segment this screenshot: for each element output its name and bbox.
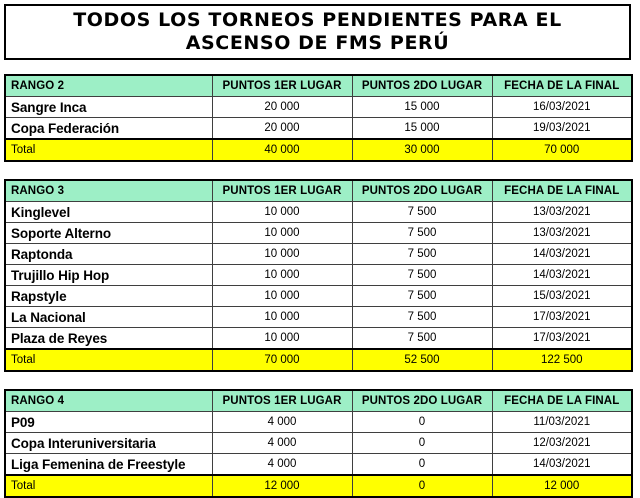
column-header-final-date: FECHA DE LA FINAL (492, 180, 632, 202)
column-header-points-first: PUNTOS 1ER LUGAR (212, 75, 352, 97)
column-header-points-first: PUNTOS 1ER LUGAR (212, 390, 352, 412)
cell-total-points-second: 30 000 (352, 139, 492, 161)
table-header-row (5, 390, 632, 412)
table-row (5, 97, 632, 118)
cell-final-date: 19/03/2021 (492, 118, 632, 140)
cell-total-sum: 122 500 (492, 349, 632, 371)
column-header-points-first: PUNTOS 1ER LUGAR (212, 180, 352, 202)
cell-final-date: 13/03/2021 (492, 202, 632, 223)
column-header-points-second: PUNTOS 2DO LUGAR (352, 180, 492, 202)
table-row (5, 412, 632, 433)
cell-final-date: 13/03/2021 (492, 223, 632, 244)
cell-points-second: 15 000 (352, 118, 492, 140)
rango-table (4, 389, 633, 498)
cell-final-date: 11/03/2021 (492, 412, 632, 433)
cell-points-first: 10 000 (212, 328, 352, 350)
cell-points-first: 10 000 (212, 265, 352, 286)
cell-tournament-name: Copa Interuniversitaria (5, 433, 212, 454)
rango-table (4, 74, 633, 162)
cell-points-first: 10 000 (212, 307, 352, 328)
table-total-row (5, 475, 632, 497)
cell-points-second: 15 000 (352, 97, 492, 118)
cell-points-first: 10 000 (212, 244, 352, 265)
cell-tournament-name: Raptonda (5, 244, 212, 265)
cell-points-second: 7 500 (352, 265, 492, 286)
table-row (5, 244, 632, 265)
cell-total-sum: 12 000 (492, 475, 632, 497)
cell-points-first: 10 000 (212, 286, 352, 307)
cell-final-date: 12/03/2021 (492, 433, 632, 454)
cell-total-label: Total (5, 349, 212, 371)
cell-total-points-second: 0 (352, 475, 492, 497)
cell-points-second: 7 500 (352, 202, 492, 223)
cell-points-second: 0 (352, 412, 492, 433)
cell-final-date: 16/03/2021 (492, 97, 632, 118)
cell-points-second: 7 500 (352, 307, 492, 328)
table-total-row (5, 349, 632, 371)
table-row (5, 433, 632, 454)
table-row (5, 223, 632, 244)
cell-points-first: 10 000 (212, 202, 352, 223)
cell-points-second: 7 500 (352, 244, 492, 265)
tables-container (4, 74, 631, 498)
cell-final-date: 14/03/2021 (492, 244, 632, 265)
column-header-points-second: PUNTOS 2DO LUGAR (352, 390, 492, 412)
cell-total-points-first: 70 000 (212, 349, 352, 371)
page-title-line-1: TODOS LOS TORNEOS PENDIENTES PARA EL (73, 9, 562, 31)
cell-final-date: 17/03/2021 (492, 328, 632, 350)
cell-tournament-name: Liga Femenina de Freestyle (5, 454, 212, 476)
cell-points-first: 20 000 (212, 97, 352, 118)
column-header-final-date: FECHA DE LA FINAL (492, 75, 632, 97)
table-header-row (5, 180, 632, 202)
table-header-row (5, 75, 632, 97)
cell-tournament-name: Kinglevel (5, 202, 212, 223)
cell-points-first: 4 000 (212, 433, 352, 454)
cell-final-date: 14/03/2021 (492, 454, 632, 476)
table-header-rango: RANGO 4 (5, 390, 212, 412)
cell-points-second: 0 (352, 433, 492, 454)
table-row (5, 454, 632, 476)
page-title-line-2: ASCENSO DE FMS PERÚ (185, 32, 450, 54)
column-header-points-second: PUNTOS 2DO LUGAR (352, 75, 492, 97)
table-total-row (5, 139, 632, 161)
cell-points-first: 10 000 (212, 223, 352, 244)
table-row (5, 265, 632, 286)
cell-final-date: 15/03/2021 (492, 286, 632, 307)
cell-total-label: Total (5, 139, 212, 161)
cell-tournament-name: P09 (5, 412, 212, 433)
cell-points-second: 0 (352, 454, 492, 476)
table-header-rango: RANGO 2 (5, 75, 212, 97)
cell-total-label: Total (5, 475, 212, 497)
cell-total-points-first: 12 000 (212, 475, 352, 497)
cell-total-points-first: 40 000 (212, 139, 352, 161)
cell-points-first: 4 000 (212, 412, 352, 433)
page-title (4, 4, 631, 60)
cell-final-date: 17/03/2021 (492, 307, 632, 328)
table-header-rango: RANGO 3 (5, 180, 212, 202)
column-header-final-date: FECHA DE LA FINAL (492, 390, 632, 412)
table-row (5, 118, 632, 140)
cell-points-second: 7 500 (352, 328, 492, 350)
cell-tournament-name: Soporte Alterno (5, 223, 212, 244)
rango-table (4, 179, 633, 372)
table-row (5, 307, 632, 328)
table-row (5, 328, 632, 350)
cell-points-first: 20 000 (212, 118, 352, 140)
cell-total-points-second: 52 500 (352, 349, 492, 371)
table-row (5, 202, 632, 223)
cell-tournament-name: Rapstyle (5, 286, 212, 307)
cell-tournament-name: Sangre Inca (5, 97, 212, 118)
cell-tournament-name: La Nacional (5, 307, 212, 328)
table-row (5, 286, 632, 307)
cell-tournament-name: Plaza de Reyes (5, 328, 212, 350)
cell-final-date: 14/03/2021 (492, 265, 632, 286)
cell-points-first: 4 000 (212, 454, 352, 476)
cell-points-second: 7 500 (352, 223, 492, 244)
cell-tournament-name: Trujillo Hip Hop (5, 265, 212, 286)
cell-total-sum: 70 000 (492, 139, 632, 161)
cell-points-second: 7 500 (352, 286, 492, 307)
cell-tournament-name: Copa Federación (5, 118, 212, 140)
